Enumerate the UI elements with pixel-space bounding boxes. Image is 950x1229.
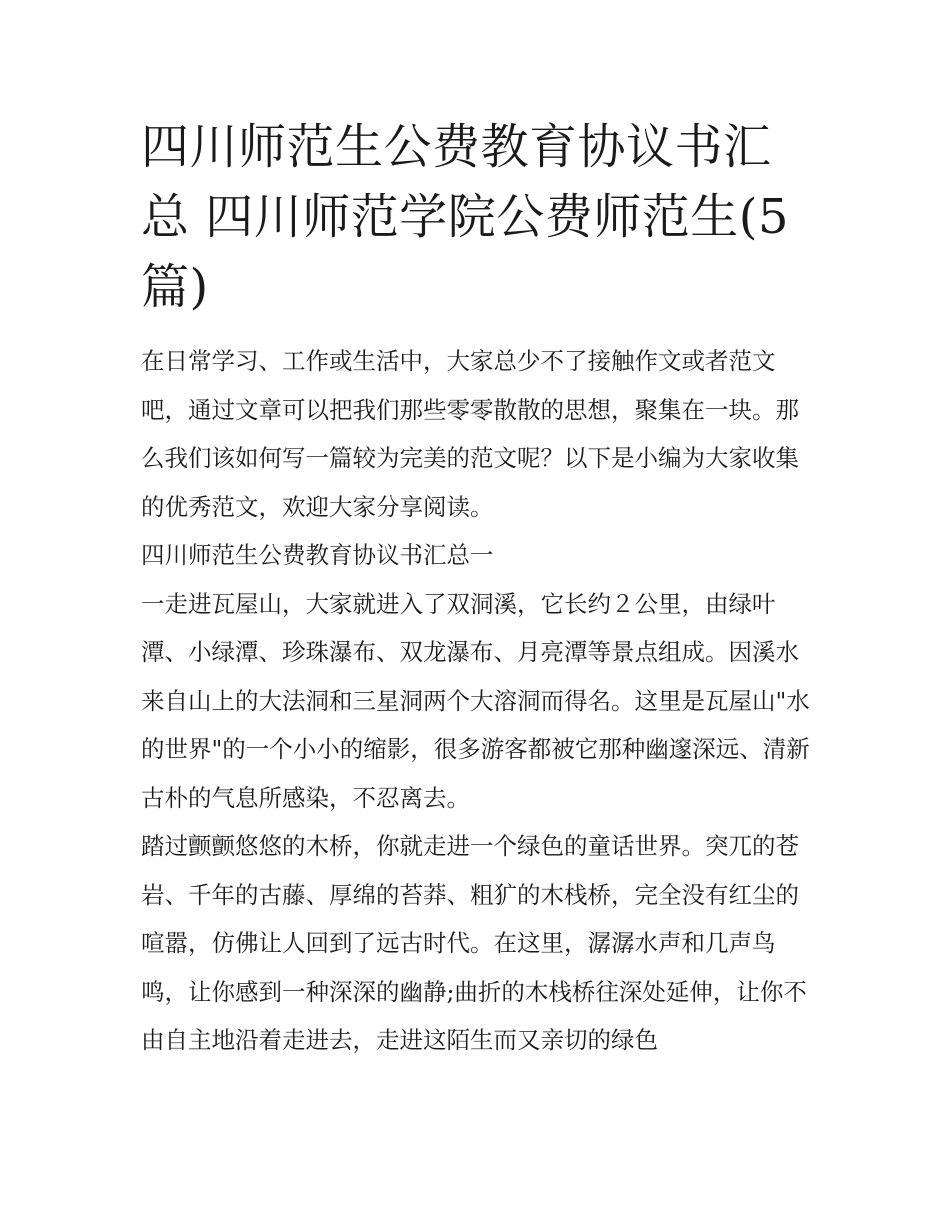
section-heading: 四川师范生公费教育协议书汇总一	[141, 541, 494, 569]
document-page	[141, 112, 813, 1065]
body-paragraph: 一走进瓦屋山，大家就进入了双洞溪，它长约２公里，由绿叶潭、小绿潭、珍珠瀑布、双龙瀑布、月亮潭等景点组成。因溪水来自山上的大法洞和三星洞两个大溶洞而得名。这里是瓦屋山"水的世界"的一个小小的缩影，很多游客都被它那种幽邃深远、清新古朴的气息所感染，不忍离去。	[141, 589, 810, 812]
document-title: 四川师范生公费教育协议书汇总 四川师范学院公费师范生(5篇)	[141, 119, 790, 315]
body-paragraph: 踏过颤颤悠悠的木桥，你就走进一个绿色的童话世界。突兀的苍岩、千年的古藤、厚绵的苔莽、粗犷的木栈桥，完全没有红尘的喧嚣，仿佛让人回到了远古时代。在这里，潺潺水声和几声鸟鸣，让你感到一种深深的幽静;曲折的木栈桥往深处延伸，让你不由自主地沿着走进去，走进这陌生而又亲切的绿色	[141, 832, 807, 1054]
intro-paragraph: 在日常学习、工作或生活中，大家总少不了接触作文或者范文吧，通过文章可以把我们那些零零散散的思想，聚集在一块。那么我们该如何写一篇较为完美的范文呢？以下是小编为大家收集的优秀范文，欢迎大家分享阅读。	[141, 347, 799, 521]
